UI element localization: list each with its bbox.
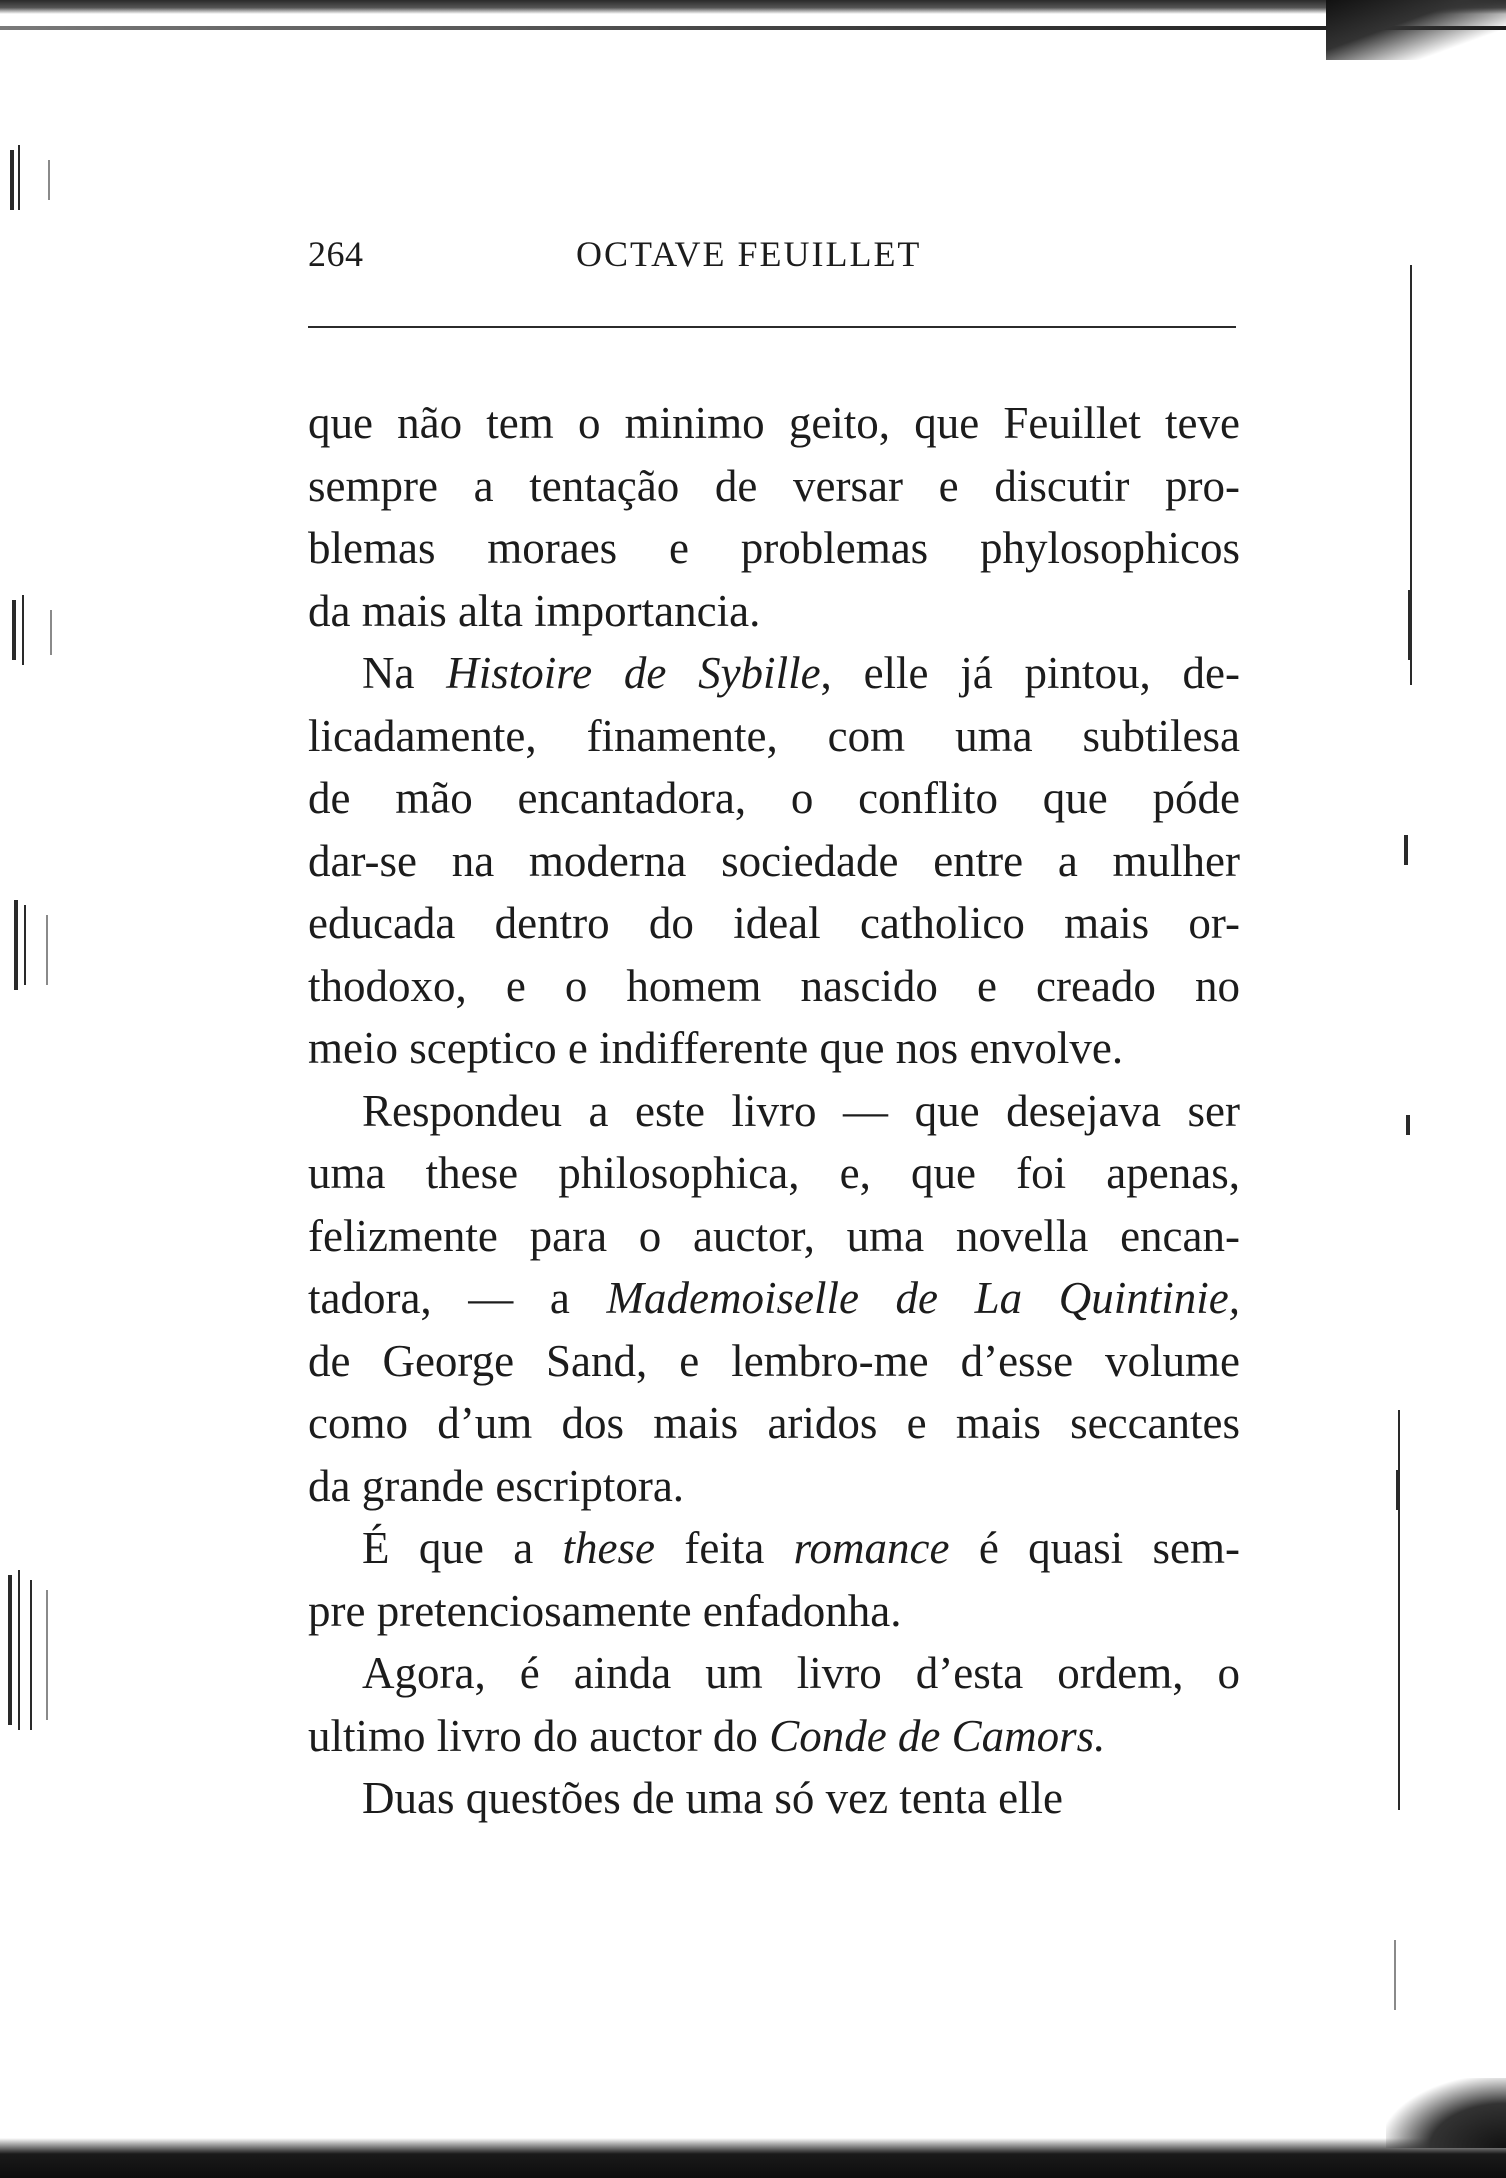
scan-edge-bottom bbox=[0, 2138, 1506, 2178]
scan-edge-bottom-right bbox=[1386, 2078, 1506, 2148]
scan-mark bbox=[46, 915, 48, 985]
scan-edge-top bbox=[0, 0, 1506, 14]
italic-title: romance bbox=[793, 1523, 950, 1573]
text-line bbox=[308, 1455, 1240, 1518]
text-run: que não tem o minimo geito, que Feuillet teve bbox=[308, 398, 1240, 448]
italic-title: these bbox=[562, 1523, 655, 1573]
text-line bbox=[308, 1205, 1240, 1268]
page-number: 264 bbox=[308, 234, 364, 274]
scan-mark bbox=[24, 905, 26, 985]
text-line bbox=[308, 767, 1240, 830]
scan-mark bbox=[18, 145, 20, 210]
text-line bbox=[308, 1267, 1240, 1330]
scan-mark bbox=[30, 1580, 32, 1730]
text-run: Agora, é ainda um livro d’esta ordem, o bbox=[362, 1648, 1240, 1698]
text-line bbox=[308, 455, 1240, 518]
text-run: licadamente, finamente, com uma subtilesa bbox=[308, 710, 1240, 761]
text-run: da mais alta importancia. bbox=[308, 585, 761, 636]
scan-mark bbox=[12, 600, 16, 660]
text-run: ultimo livro do auctor do bbox=[308, 1710, 770, 1761]
text-line bbox=[308, 1517, 1240, 1580]
text-run: É que a bbox=[362, 1523, 563, 1573]
italic-title: Mademoiselle de La Quintinie, bbox=[606, 1273, 1240, 1323]
text-run: de George Sand, e lembro-me d’esse volume bbox=[308, 1335, 1240, 1386]
scan-mark bbox=[46, 1590, 48, 1720]
text-line bbox=[308, 1017, 1240, 1080]
text-run: felizmente para o auctor, uma novella encan- bbox=[308, 1210, 1240, 1261]
header-rule bbox=[308, 326, 1236, 328]
text-line bbox=[308, 517, 1240, 580]
text-run: feita bbox=[655, 1523, 794, 1573]
text-run: meio sceptico e indifferente que nos envolve. bbox=[308, 1023, 1124, 1073]
text-run: sempre a tentação de versar e discutir pro- bbox=[308, 460, 1240, 511]
text-run: Respondeu a este livro — que desejava ser bbox=[362, 1085, 1240, 1136]
scan-edge-top-line bbox=[0, 26, 1506, 30]
text-line bbox=[308, 1767, 1240, 1830]
text-run: , elle já pintou, de- bbox=[820, 648, 1240, 698]
text-run: tadora, — a bbox=[308, 1273, 607, 1323]
body-text bbox=[308, 392, 1240, 1830]
text-line bbox=[308, 892, 1240, 955]
text-line bbox=[308, 1642, 1240, 1705]
text-line bbox=[308, 1580, 1240, 1643]
scan-mark bbox=[18, 1570, 20, 1730]
text-line bbox=[308, 642, 1240, 705]
text-run: pre pretenciosamente enfadonha. bbox=[308, 1585, 902, 1636]
text-line bbox=[308, 830, 1240, 893]
scan-mark bbox=[1408, 590, 1412, 660]
scan-mark bbox=[8, 1575, 12, 1725]
text-line bbox=[308, 1142, 1240, 1205]
italic-title: Histoire de Sybille bbox=[446, 648, 821, 698]
scan-mark bbox=[48, 160, 50, 200]
text-run: de mão encantadora, o conflito que póde bbox=[308, 773, 1240, 823]
text-run: educada dentro do ideal catholico mais or- bbox=[308, 898, 1240, 948]
text-run: thodoxo, e o homem nascido e creado no bbox=[308, 960, 1240, 1011]
italic-title: Conde de Camors. bbox=[769, 1710, 1106, 1761]
running-title: OCTAVE FEUILLET bbox=[576, 234, 922, 274]
text-run: da grande escriptora. bbox=[308, 1460, 685, 1511]
scan-mark bbox=[14, 900, 18, 990]
text-run: Na bbox=[362, 648, 447, 698]
text-line bbox=[308, 705, 1240, 768]
text-run: é quasi sem- bbox=[949, 1523, 1240, 1573]
scan-mark bbox=[50, 610, 52, 655]
text-run: Duas questões de uma só vez tenta elle bbox=[362, 1773, 1064, 1823]
scan-mark bbox=[1394, 1940, 1396, 2010]
scan-mark bbox=[1396, 1470, 1400, 1510]
text-run: blemas moraes e problemas phylosophicos bbox=[308, 523, 1240, 573]
text-line bbox=[308, 1392, 1240, 1455]
scan-mark bbox=[1404, 835, 1408, 865]
scan-edge-top-right bbox=[1326, 0, 1506, 60]
scan-mark bbox=[10, 150, 14, 210]
text-line bbox=[308, 580, 1240, 643]
text-line bbox=[308, 1080, 1240, 1143]
text-line bbox=[308, 955, 1240, 1018]
text-line bbox=[308, 1330, 1240, 1393]
scan-mark bbox=[1406, 1115, 1410, 1135]
text-run: como d’um dos mais aridos e mais seccantes bbox=[308, 1398, 1240, 1448]
text-line bbox=[308, 1705, 1240, 1768]
text-line bbox=[308, 392, 1240, 455]
scan-mark bbox=[22, 595, 24, 665]
running-head bbox=[308, 233, 1238, 279]
text-run: uma these philosophica, e, que foi apenas, bbox=[308, 1148, 1240, 1198]
text-run: dar-se na moderna sociedade entre a mulher bbox=[308, 835, 1240, 886]
